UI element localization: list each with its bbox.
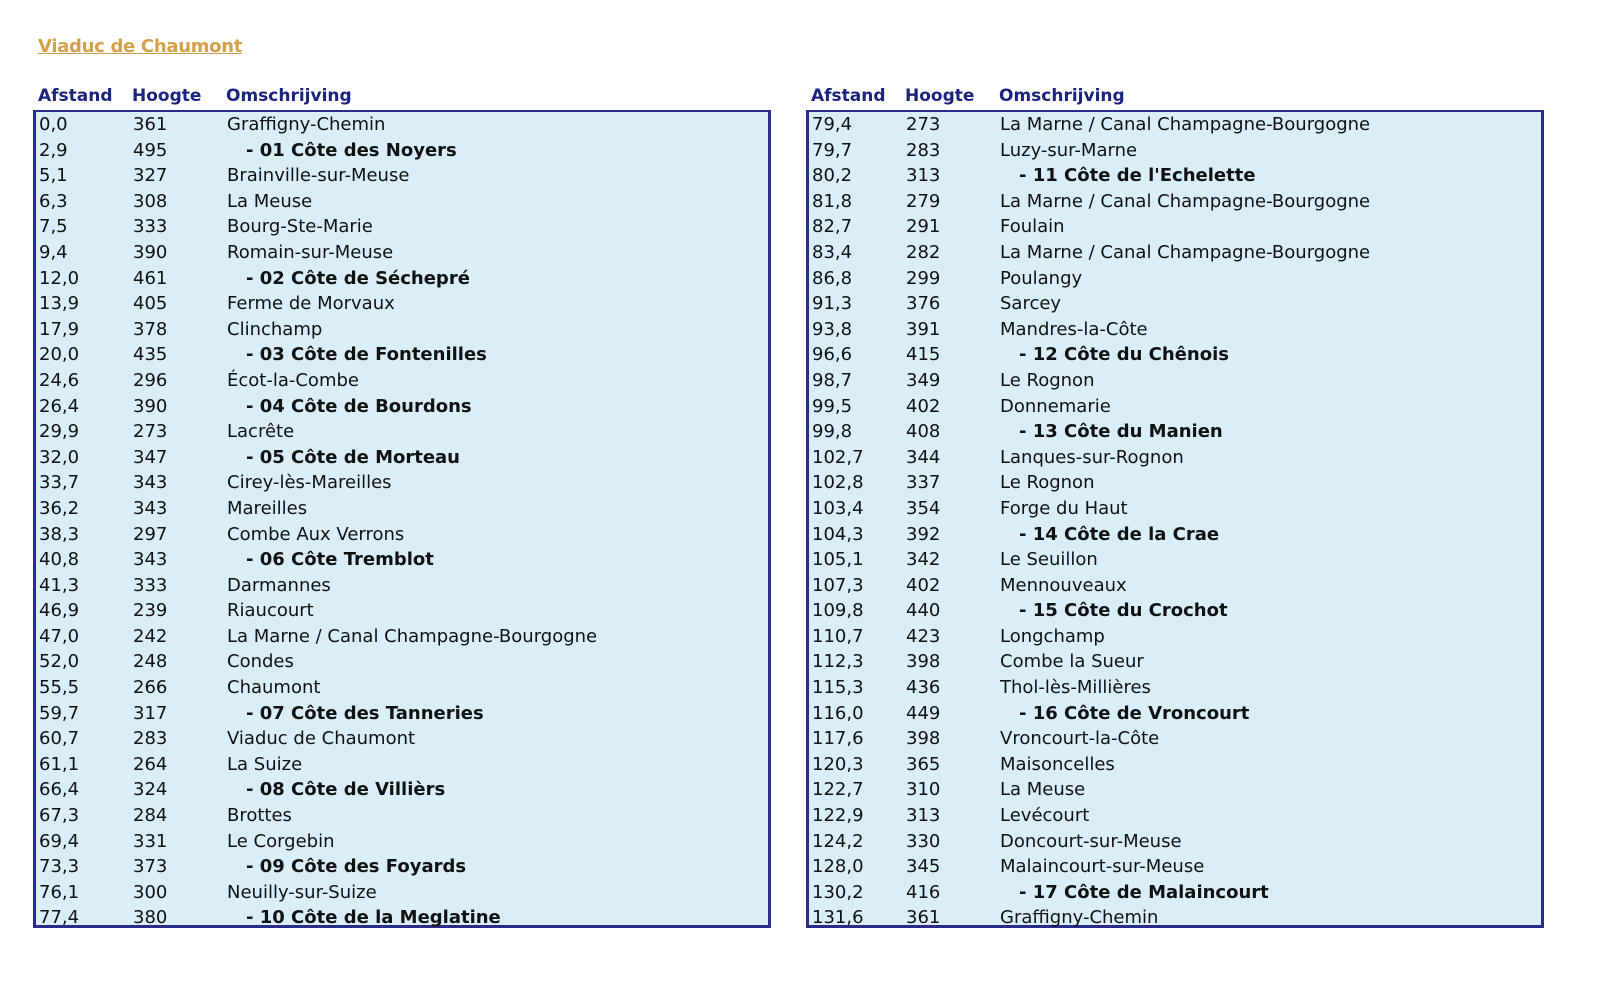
climb-row bbox=[809, 163, 1541, 189]
climb-row bbox=[36, 266, 768, 292]
cell-afstand: 102,8 bbox=[812, 472, 864, 494]
cell-hoogte: 344 bbox=[906, 446, 941, 468]
header-omschrijving: Omschrijving bbox=[999, 86, 1125, 106]
table-row bbox=[36, 419, 768, 445]
cell-afstand: 2,9 bbox=[39, 139, 68, 161]
table-row bbox=[36, 675, 768, 701]
cell-afstand: 7,5 bbox=[39, 216, 68, 238]
table-row bbox=[36, 496, 768, 522]
cell-afstand: 130,2 bbox=[812, 881, 864, 903]
cell-afstand: 124,2 bbox=[812, 830, 864, 852]
table-row bbox=[36, 291, 768, 317]
page-title: Viaduc de Chaumont bbox=[38, 36, 243, 57]
cell-omschrijving: Bourg-Ste-Marie bbox=[227, 216, 373, 238]
climb-row bbox=[36, 854, 768, 880]
cell-omschrijving: - 17 Côte de Malaincourt bbox=[1019, 881, 1269, 903]
table-row bbox=[809, 573, 1541, 599]
cell-hoogte: 405 bbox=[133, 293, 168, 315]
cell-hoogte: 415 bbox=[906, 344, 941, 366]
climb-row bbox=[36, 138, 768, 164]
table-row bbox=[809, 214, 1541, 240]
cell-hoogte: 242 bbox=[133, 625, 168, 647]
cell-omschrijving: Forge du Haut bbox=[1000, 497, 1128, 519]
cell-hoogte: 297 bbox=[133, 523, 168, 545]
table-row bbox=[36, 880, 768, 906]
cell-hoogte: 284 bbox=[133, 805, 168, 827]
cell-afstand: 47,0 bbox=[39, 625, 80, 647]
table-row bbox=[809, 649, 1541, 675]
cell-hoogte: 333 bbox=[133, 216, 168, 238]
cell-afstand: 69,4 bbox=[39, 830, 80, 852]
cell-hoogte: 279 bbox=[906, 190, 941, 212]
cell-afstand: 83,4 bbox=[812, 241, 853, 263]
climb-row bbox=[36, 777, 768, 803]
table-row bbox=[809, 394, 1541, 420]
cell-hoogte: 343 bbox=[133, 549, 168, 571]
climb-row bbox=[809, 342, 1541, 368]
cell-omschrijving: La Marne / Canal Champagne-Bourgogne bbox=[1000, 241, 1371, 263]
table-row bbox=[809, 189, 1541, 215]
header-hoogte: Hoogte bbox=[132, 86, 202, 106]
table-row bbox=[809, 854, 1541, 880]
climb-row bbox=[809, 880, 1541, 906]
table-row bbox=[36, 112, 768, 138]
table-row bbox=[809, 829, 1541, 855]
cell-afstand: 99,5 bbox=[812, 395, 853, 417]
cell-afstand: 29,9 bbox=[39, 421, 80, 443]
cell-omschrijving: Cirey-lès-Mareilles bbox=[227, 472, 392, 494]
cell-omschrijving: - 06 Côte Tremblot bbox=[246, 549, 434, 571]
cell-hoogte: 354 bbox=[906, 497, 941, 519]
cell-hoogte: 266 bbox=[133, 677, 168, 699]
cell-omschrijving: Doncourt-sur-Meuse bbox=[1000, 830, 1182, 852]
table-row bbox=[36, 649, 768, 675]
cell-afstand: 41,3 bbox=[39, 574, 80, 596]
cell-hoogte: 390 bbox=[133, 395, 168, 417]
cell-afstand: 26,4 bbox=[39, 395, 80, 417]
cell-hoogte: 391 bbox=[906, 318, 941, 340]
cell-omschrijving: Lanques-sur-Rognon bbox=[1000, 446, 1184, 468]
table-row bbox=[809, 470, 1541, 496]
cell-afstand: 128,0 bbox=[812, 856, 864, 878]
cell-omschrijving: Le Seuillon bbox=[1000, 549, 1098, 571]
climb-row bbox=[36, 701, 768, 727]
cell-hoogte: 327 bbox=[133, 165, 168, 187]
table-row bbox=[36, 829, 768, 855]
table-row bbox=[809, 138, 1541, 164]
cell-hoogte: 283 bbox=[133, 728, 168, 750]
cell-omschrijving: Mareilles bbox=[227, 497, 308, 519]
cell-afstand: 79,4 bbox=[812, 114, 853, 135]
cell-hoogte: 373 bbox=[133, 856, 168, 878]
header-omschrijving: Omschrijving bbox=[226, 86, 352, 106]
table-row bbox=[36, 726, 768, 752]
cell-omschrijving: - 03 Côte de Fontenilles bbox=[246, 344, 487, 366]
cell-omschrijving: Écot-la-Combe bbox=[227, 369, 359, 391]
cell-omschrijving: - 10 Côte de la Meglatine bbox=[246, 907, 501, 929]
table-row bbox=[809, 240, 1541, 266]
header-hoogte: Hoogte bbox=[905, 86, 975, 106]
climb-row bbox=[36, 905, 768, 931]
cell-afstand: 33,7 bbox=[39, 472, 80, 494]
cell-hoogte: 435 bbox=[133, 344, 168, 366]
cell-omschrijving: Neuilly-sur-Suize bbox=[227, 881, 377, 903]
cell-hoogte: 333 bbox=[133, 574, 168, 596]
cell-omschrijving: - 08 Côte de Villièrs bbox=[246, 779, 446, 801]
cell-afstand: 59,7 bbox=[39, 702, 80, 724]
cell-hoogte: 402 bbox=[906, 574, 941, 596]
cell-hoogte: 264 bbox=[133, 753, 168, 775]
table-row bbox=[809, 317, 1541, 343]
table-row bbox=[36, 522, 768, 548]
cell-afstand: 122,9 bbox=[812, 805, 864, 827]
table-row bbox=[809, 675, 1541, 701]
table-row bbox=[36, 163, 768, 189]
climb-row bbox=[36, 547, 768, 573]
cell-afstand: 24,6 bbox=[39, 369, 80, 391]
cell-afstand: 109,8 bbox=[812, 600, 864, 622]
cell-omschrijving: Mennouveaux bbox=[1000, 574, 1127, 596]
cell-omschrijving: Poulangy bbox=[1000, 267, 1083, 289]
table-row bbox=[809, 624, 1541, 650]
cell-hoogte: 317 bbox=[133, 702, 168, 724]
cell-afstand: 86,8 bbox=[812, 267, 853, 289]
table-row bbox=[809, 547, 1541, 573]
cell-omschrijving: La Meuse bbox=[227, 190, 313, 212]
cell-omschrijving: - 05 Côte de Morteau bbox=[246, 446, 460, 468]
cell-omschrijving: - 15 Côte du Crochot bbox=[1019, 600, 1228, 622]
cell-omschrijving: La Suize bbox=[227, 753, 303, 775]
cell-hoogte: 378 bbox=[133, 318, 168, 340]
cell-omschrijving: Brainville-sur-Meuse bbox=[227, 165, 410, 187]
cell-omschrijving: Chaumont bbox=[227, 677, 321, 699]
table-body bbox=[33, 110, 771, 928]
cell-afstand: 93,8 bbox=[812, 318, 853, 340]
cell-afstand: 76,1 bbox=[39, 881, 80, 903]
cell-omschrijving: - 13 Côte du Manien bbox=[1019, 421, 1223, 443]
cell-hoogte: 308 bbox=[133, 190, 168, 212]
cell-omschrijving: - 01 Côte des Noyers bbox=[246, 139, 457, 161]
cell-omschrijving: Malaincourt-sur-Meuse bbox=[1000, 856, 1205, 878]
table-row bbox=[809, 803, 1541, 829]
cell-afstand: 55,5 bbox=[39, 677, 80, 699]
cell-hoogte: 390 bbox=[133, 241, 168, 263]
table-row bbox=[809, 112, 1541, 138]
cell-hoogte: 347 bbox=[133, 446, 168, 468]
cell-hoogte: 248 bbox=[133, 651, 168, 673]
cell-afstand: 112,3 bbox=[812, 651, 864, 673]
cell-afstand: 81,8 bbox=[812, 190, 853, 212]
cell-omschrijving: - 16 Côte de Vroncourt bbox=[1019, 702, 1250, 724]
table-row bbox=[36, 317, 768, 343]
cell-afstand: 52,0 bbox=[39, 651, 80, 673]
cell-hoogte: 330 bbox=[906, 830, 941, 852]
cell-afstand: 9,4 bbox=[39, 241, 68, 263]
cell-hoogte: 282 bbox=[906, 241, 941, 263]
cell-omschrijving: Le Rognon bbox=[1000, 472, 1095, 494]
cell-omschrijving: La Marne / Canal Champagne-Bourgogne bbox=[1000, 190, 1371, 212]
cell-afstand: 96,6 bbox=[812, 344, 853, 366]
table-row bbox=[36, 624, 768, 650]
cell-omschrijving: - 14 Côte de la Crae bbox=[1019, 523, 1220, 545]
table-row bbox=[36, 240, 768, 266]
cell-afstand: 98,7 bbox=[812, 369, 853, 391]
cell-afstand: 80,2 bbox=[812, 165, 853, 187]
cell-hoogte: 296 bbox=[133, 369, 168, 391]
cell-afstand: 115,3 bbox=[812, 677, 864, 699]
table-row bbox=[809, 777, 1541, 803]
cell-afstand: 32,0 bbox=[39, 446, 80, 468]
cell-hoogte: 331 bbox=[133, 830, 168, 852]
cell-omschrijving: Longchamp bbox=[1000, 625, 1105, 647]
cell-omschrijving: La Marne / Canal Champagne-Bourgogne bbox=[1000, 114, 1371, 135]
cell-hoogte: 423 bbox=[906, 625, 941, 647]
table-body bbox=[806, 110, 1544, 928]
cell-afstand: 38,3 bbox=[39, 523, 80, 545]
cell-omschrijving: Darmannes bbox=[227, 574, 331, 596]
table-row bbox=[36, 189, 768, 215]
table-row bbox=[36, 368, 768, 394]
table-row bbox=[809, 266, 1541, 292]
cell-hoogte: 343 bbox=[133, 497, 168, 519]
cell-hoogte: 324 bbox=[133, 779, 168, 801]
cell-omschrijving: Foulain bbox=[1000, 216, 1065, 238]
cell-omschrijving: - 07 Côte des Tanneries bbox=[246, 702, 484, 724]
cell-omschrijving: Sarcey bbox=[1000, 293, 1062, 315]
cell-afstand: 91,3 bbox=[812, 293, 853, 315]
climb-row bbox=[809, 701, 1541, 727]
cell-afstand: 102,7 bbox=[812, 446, 864, 468]
table-row bbox=[36, 803, 768, 829]
cell-afstand: 120,3 bbox=[812, 753, 864, 775]
cell-omschrijving: Luzy-sur-Marne bbox=[1000, 139, 1138, 161]
cell-omschrijving: - 02 Côte de Séchepré bbox=[246, 267, 470, 289]
table-row bbox=[809, 726, 1541, 752]
cell-afstand: 66,4 bbox=[39, 779, 80, 801]
climb-row bbox=[36, 342, 768, 368]
cell-omschrijving: Le Rognon bbox=[1000, 369, 1095, 391]
table-row bbox=[36, 598, 768, 624]
cell-omschrijving: Lacrête bbox=[227, 421, 295, 443]
cell-afstand: 40,8 bbox=[39, 549, 80, 571]
table-row bbox=[36, 573, 768, 599]
table-row bbox=[809, 445, 1541, 471]
climb-row bbox=[809, 522, 1541, 548]
route-table-right bbox=[806, 86, 1544, 928]
cell-hoogte: 283 bbox=[906, 139, 941, 161]
cell-hoogte: 449 bbox=[906, 702, 941, 724]
table-row bbox=[36, 470, 768, 496]
climb-row bbox=[36, 445, 768, 471]
table-row bbox=[809, 368, 1541, 394]
cell-omschrijving: Mandres-la-Côte bbox=[1000, 318, 1148, 340]
cell-omschrijving: Levécourt bbox=[1000, 805, 1090, 827]
cell-afstand: 107,3 bbox=[812, 574, 864, 596]
cell-hoogte: 398 bbox=[906, 651, 941, 673]
cell-hoogte: 380 bbox=[133, 907, 168, 929]
cell-afstand: 131,6 bbox=[812, 907, 864, 929]
cell-hoogte: 416 bbox=[906, 881, 941, 903]
cell-afstand: 105,1 bbox=[812, 549, 864, 571]
cell-hoogte: 365 bbox=[906, 753, 941, 775]
cell-hoogte: 495 bbox=[133, 139, 168, 161]
table-row bbox=[809, 752, 1541, 778]
cell-afstand: 73,3 bbox=[39, 856, 80, 878]
cell-hoogte: 345 bbox=[906, 856, 941, 878]
cell-hoogte: 398 bbox=[906, 728, 941, 750]
cell-omschrijving: - 09 Côte des Foyards bbox=[246, 856, 467, 878]
cell-afstand: 5,1 bbox=[39, 165, 68, 187]
cell-omschrijving: Ferme de Morvaux bbox=[227, 293, 395, 315]
cell-omschrijving: Romain-sur-Meuse bbox=[227, 241, 394, 263]
table-row bbox=[36, 214, 768, 240]
cell-hoogte: 392 bbox=[906, 523, 941, 545]
header-afstand: Afstand bbox=[811, 86, 886, 106]
cell-omschrijving: - 04 Côte de Bourdons bbox=[246, 395, 472, 417]
cell-afstand: 6,3 bbox=[39, 190, 68, 212]
cell-hoogte: 436 bbox=[906, 677, 941, 699]
route-table-left bbox=[33, 86, 771, 928]
table-row bbox=[809, 496, 1541, 522]
cell-omschrijving: Clinchamp bbox=[227, 318, 323, 340]
cell-afstand: 104,3 bbox=[812, 523, 864, 545]
cell-afstand: 116,0 bbox=[812, 702, 864, 724]
cell-afstand: 117,6 bbox=[812, 728, 864, 750]
cell-hoogte: 273 bbox=[133, 421, 168, 443]
cell-omschrijving: Maisoncelles bbox=[1000, 753, 1115, 775]
cell-hoogte: 313 bbox=[906, 805, 941, 827]
cell-afstand: 46,9 bbox=[39, 600, 80, 622]
cell-hoogte: 291 bbox=[906, 216, 941, 238]
cell-hoogte: 342 bbox=[906, 549, 941, 571]
cell-hoogte: 299 bbox=[906, 267, 941, 289]
cell-hoogte: 440 bbox=[906, 600, 941, 622]
cell-afstand: 110,7 bbox=[812, 625, 864, 647]
cell-afstand: 20,0 bbox=[39, 344, 80, 366]
cell-hoogte: 408 bbox=[906, 421, 941, 443]
cell-hoogte: 361 bbox=[906, 907, 941, 929]
cell-omschrijving: La Meuse bbox=[1000, 779, 1086, 801]
cell-omschrijving: Brottes bbox=[227, 805, 292, 827]
cell-hoogte: 337 bbox=[906, 472, 941, 494]
climb-row bbox=[36, 394, 768, 420]
cell-omschrijving: Viaduc de Chaumont bbox=[227, 728, 416, 750]
cell-omschrijving: Le Corgebin bbox=[227, 830, 335, 852]
cell-afstand: 61,1 bbox=[39, 753, 80, 775]
table-header bbox=[806, 86, 1544, 110]
cell-afstand: 99,8 bbox=[812, 421, 853, 443]
cell-hoogte: 273 bbox=[906, 114, 941, 135]
cell-omschrijving: - 12 Côte du Chênois bbox=[1019, 344, 1229, 366]
header-afstand: Afstand bbox=[38, 86, 113, 106]
table-row bbox=[809, 905, 1541, 931]
cell-hoogte: 239 bbox=[133, 600, 168, 622]
cell-omschrijving: Donnemarie bbox=[1000, 395, 1111, 417]
cell-omschrijving: Graffigny-Chemin bbox=[1000, 907, 1159, 929]
cell-afstand: 0,0 bbox=[39, 114, 68, 135]
cell-afstand: 60,7 bbox=[39, 728, 80, 750]
climb-row bbox=[809, 598, 1541, 624]
table-header bbox=[33, 86, 771, 110]
cell-afstand: 122,7 bbox=[812, 779, 864, 801]
cell-afstand: 103,4 bbox=[812, 497, 864, 519]
cell-afstand: 79,7 bbox=[812, 139, 853, 161]
cell-omschrijving: - 11 Côte de l'Echelette bbox=[1019, 165, 1256, 187]
cell-hoogte: 402 bbox=[906, 395, 941, 417]
cell-omschrijving: Combe la Sueur bbox=[1000, 651, 1144, 673]
cell-omschrijving: La Marne / Canal Champagne-Bourgogne bbox=[227, 625, 598, 647]
cell-hoogte: 361 bbox=[133, 114, 168, 135]
cell-hoogte: 349 bbox=[906, 369, 941, 391]
cell-hoogte: 300 bbox=[133, 881, 168, 903]
cell-omschrijving: Thol-lès-Millières bbox=[1000, 677, 1151, 699]
cell-afstand: 13,9 bbox=[39, 293, 80, 315]
cell-hoogte: 461 bbox=[133, 267, 168, 289]
cell-omschrijving: Combe Aux Verrons bbox=[227, 523, 405, 545]
cell-hoogte: 313 bbox=[906, 165, 941, 187]
cell-omschrijving: Riaucourt bbox=[227, 600, 314, 622]
cell-hoogte: 376 bbox=[906, 293, 941, 315]
cell-afstand: 67,3 bbox=[39, 805, 80, 827]
table-row bbox=[36, 752, 768, 778]
cell-omschrijving: Vroncourt-la-Côte bbox=[1000, 728, 1160, 750]
table-row bbox=[809, 291, 1541, 317]
cell-hoogte: 310 bbox=[906, 779, 941, 801]
cell-afstand: 82,7 bbox=[812, 216, 853, 238]
cell-omschrijving: Condes bbox=[227, 651, 294, 673]
cell-hoogte: 343 bbox=[133, 472, 168, 494]
climb-row bbox=[809, 419, 1541, 445]
cell-afstand: 12,0 bbox=[39, 267, 80, 289]
cell-afstand: 36,2 bbox=[39, 497, 80, 519]
cell-afstand: 77,4 bbox=[39, 907, 80, 929]
cell-omschrijving: Graffigny-Chemin bbox=[227, 114, 386, 135]
cell-afstand: 17,9 bbox=[39, 318, 80, 340]
